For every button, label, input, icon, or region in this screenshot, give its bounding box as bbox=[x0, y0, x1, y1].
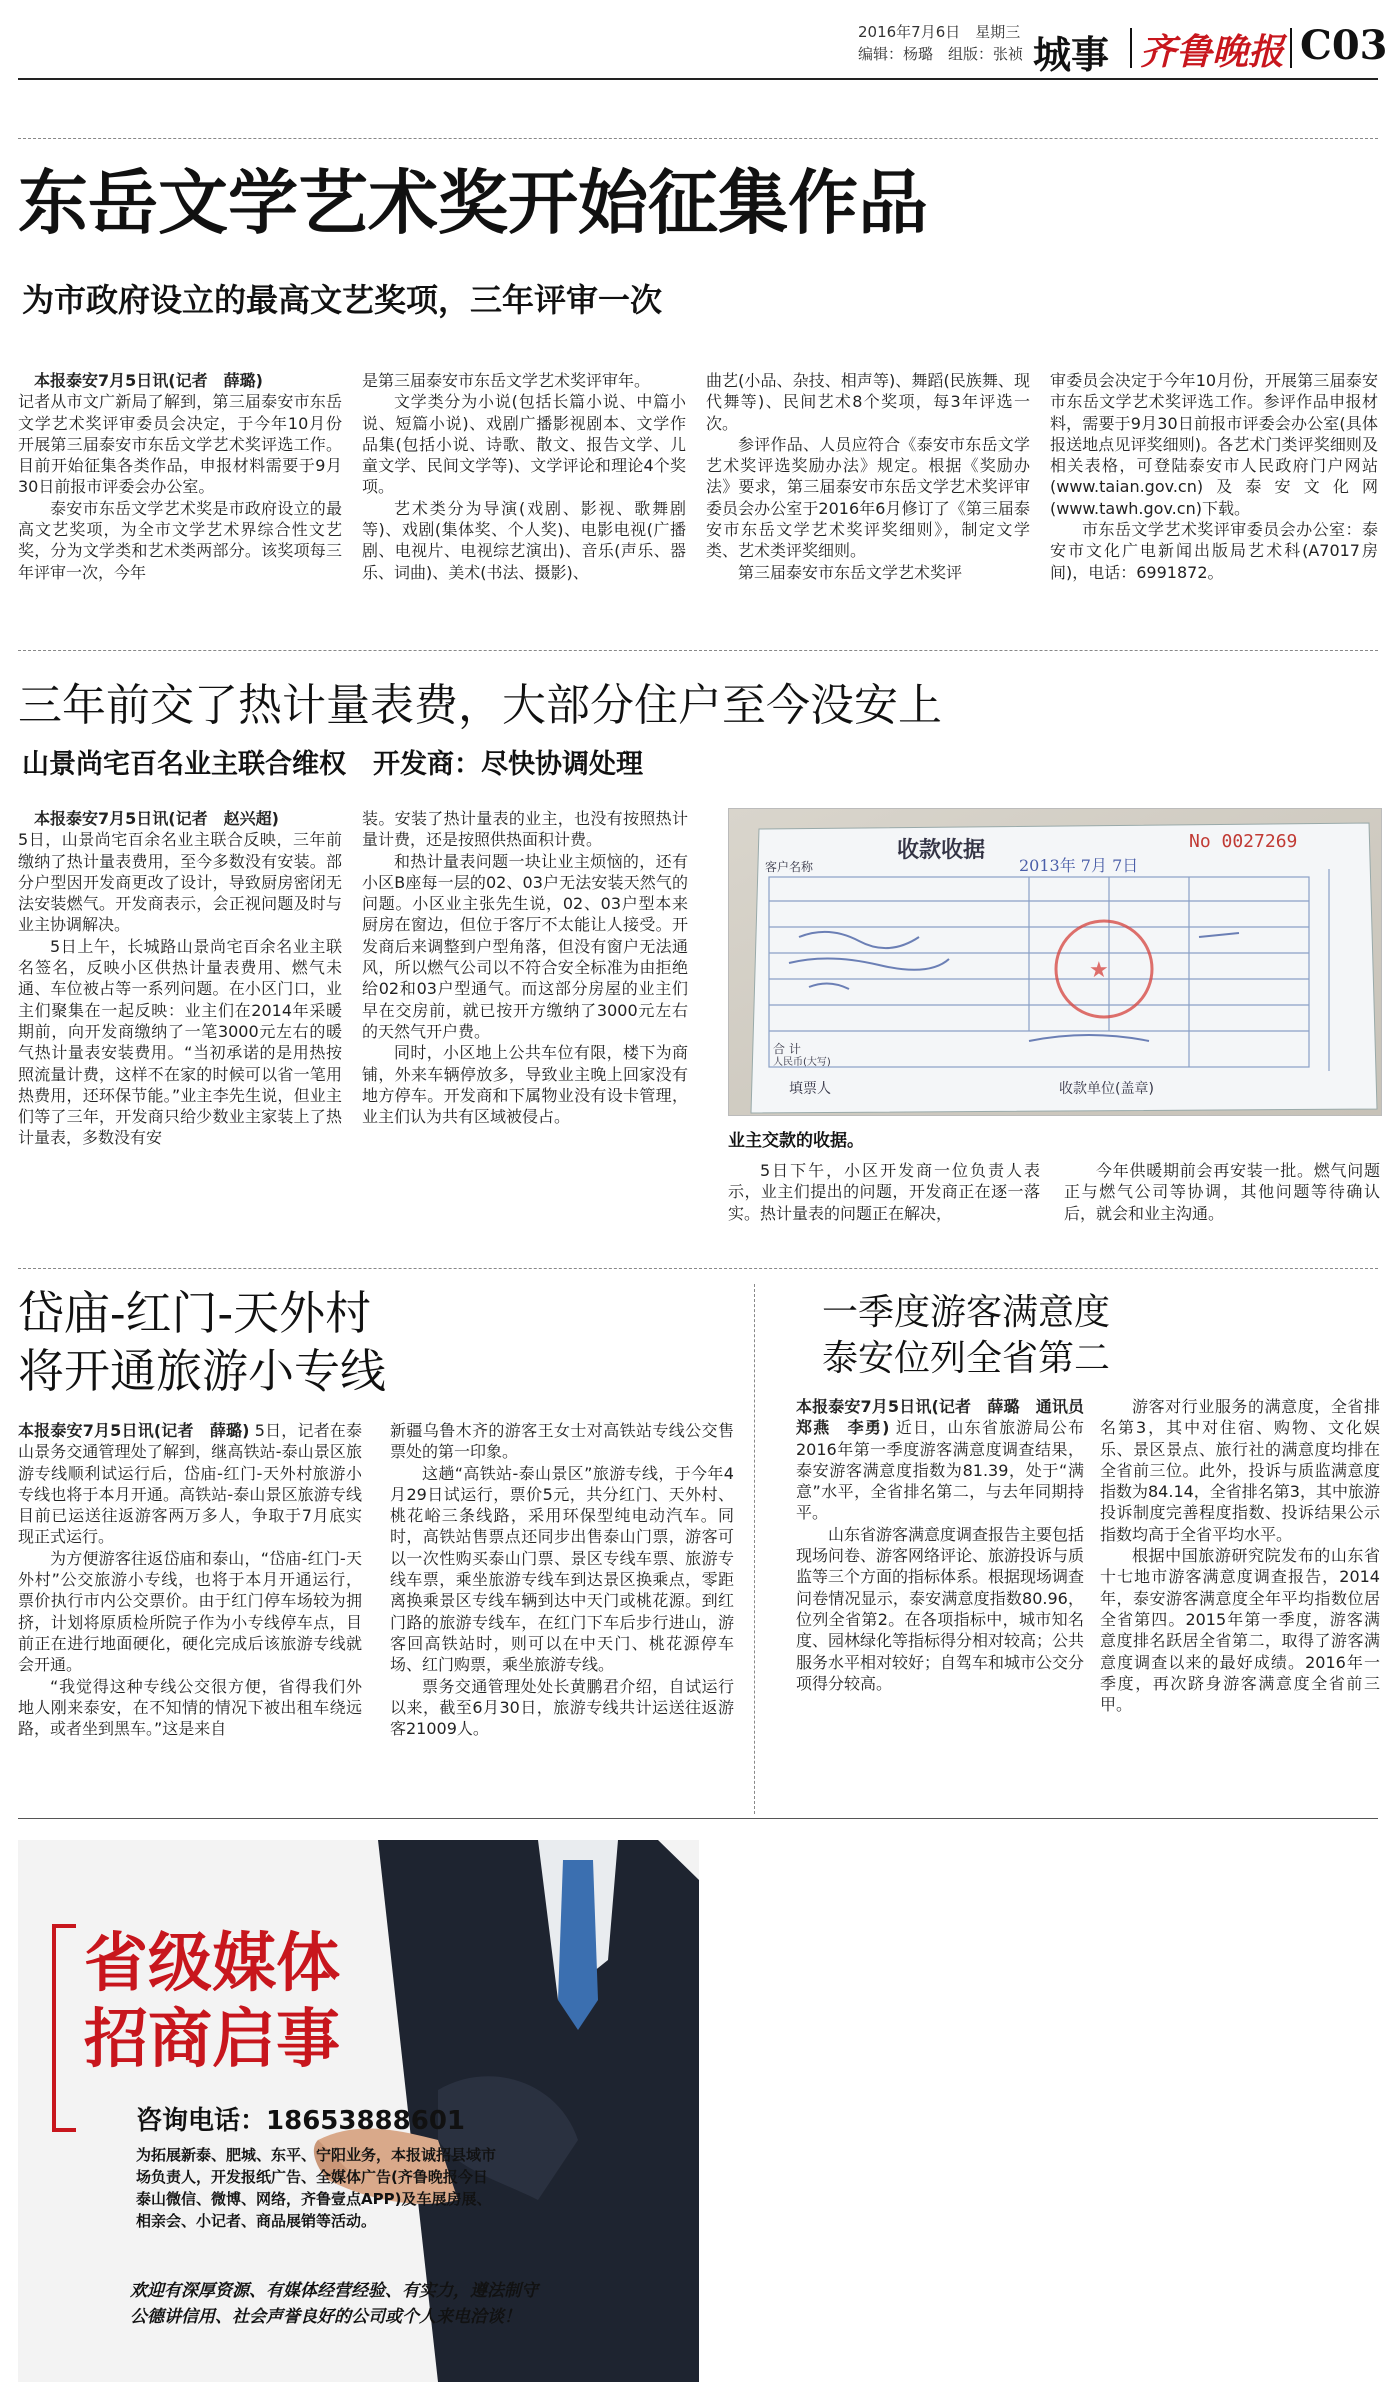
receipt-customer-label: 客户名称 bbox=[765, 860, 814, 874]
ad-phone-row bbox=[136, 2100, 465, 2137]
paragraph: 记者从市文广新局了解到，第三届泰安市东岳文学艺术奖评审委员会决定，于今年10月份开展第三届泰安市东岳文学艺术奖评选工作。目前开始征集各类作品，申报材料需要于9月30日前报市评委会办公室。 bbox=[18, 392, 342, 497]
svg-text:★: ★ bbox=[1089, 958, 1109, 983]
ad-description: 为拓展新泰、肥城、东平、宁阳业务，本报诚招县域市场负责人，开发报纸广告、全媒体广告(齐鲁晚报今日泰山微信、微博、网络，齐鲁壹点APP)及车展房展、相亲会、小记者、商品展销等活动。 bbox=[136, 2146, 497, 2230]
recruitment-ad bbox=[18, 1840, 699, 2382]
top-dashed-rule bbox=[18, 138, 1378, 140]
paragraph: 审委员会决定于今年10月份，开展第三届泰安市东岳文学艺术奖评选工作。参评作品申报材料，需要于9月30日前报市评委会办公室(具体报送地点见评奖细则)。各艺术门类评奖细则及相关表格，可登陆泰安市人民政府门户网站(www.taian.gov.cn)及泰安文化网(www.tawh.gov.cn)下载。 bbox=[1050, 371, 1378, 518]
column-divider bbox=[754, 1284, 756, 1814]
article4-column-2 bbox=[1100, 1396, 1380, 1812]
section-divider bbox=[18, 1268, 1378, 1270]
ad-phone-label: 咨询电话： bbox=[136, 2106, 267, 2136]
ad-slogan: 欢迎有深厚资源、有媒体经营经验、有实力，遵法制守公德讲信用、社会声誉良好的公司或个人来电洽谈！ bbox=[130, 2281, 538, 2327]
article1-headline: 东岳文学艺术奖开始征集作品 bbox=[18, 161, 928, 244]
section-divider bbox=[18, 650, 1378, 652]
article3-column-2 bbox=[390, 1420, 734, 1812]
headline-line-1: 岱庙-红门-天外村 bbox=[18, 1286, 372, 1340]
receipt-handler-label: 收款单位(盖章) bbox=[1059, 1081, 1154, 1097]
section-name: 城事 bbox=[1033, 32, 1110, 77]
paragraph: 文学类分为小说(包括长篇小说、中篇小说、短篇小说)、戏剧广播影视剧本、文学作品集(包括小说、诗歌、散文、报告文学、儿童文学、民间文学等)、文学评论和理论4个奖项。 bbox=[362, 392, 686, 497]
receipt-title: 收款收据 bbox=[897, 837, 986, 863]
ad-phone-number[interactable]: 18653888601 bbox=[266, 2106, 466, 2136]
paragraph: 游客对行业服务的满意度，全省排名第3，其中对住宿、购物、文化娱乐、景区景点、旅行社的满意度均排在全省前三位。此外，投诉与质监满意度指数为84.14，全省排名第3，其中旅游投诉制度完善程度指数、投诉结果公示指数均高于全省平均水平。 bbox=[1100, 1397, 1380, 1544]
article2-headline: 三年前交了热计量表费，大部分住户至今没安上 bbox=[18, 680, 942, 731]
paragraph: 泰安市东岳文学艺术奖是市政府设立的最高文艺奖项，为全市文学艺术界综合性文艺奖，分为文学类和艺术类两部分。该奖项每三年评审一次，今年 bbox=[18, 498, 342, 582]
article1-column-2 bbox=[362, 370, 686, 632]
headline-line-1: 一季度游客满意度 bbox=[822, 1292, 1111, 1333]
paragraph: 5日，记者在泰山景务交通管理处了解到，继高铁站-泰山景区旅游专线顺利试运行后，岱庙-红门-天外村旅游小专线也将于本月开通。高铁站-泰山景区旅游专线目前已运送往返游客两万多人，争取于7月底实现正式运行。 bbox=[18, 1421, 362, 1547]
article2-column-4 bbox=[1064, 1160, 1380, 1290]
ad-title bbox=[84, 1926, 340, 2078]
receipt-illustration bbox=[729, 809, 1381, 1115]
receipt-total-words-label: 人民币(大写) bbox=[773, 1057, 831, 1068]
paragraph: 第三届泰安市东岳文学艺术奖评 bbox=[738, 562, 963, 582]
receipt-payee-label: 填票人 bbox=[789, 1081, 831, 1097]
article1-column-1 bbox=[18, 370, 342, 632]
receipt-photo bbox=[728, 808, 1382, 1116]
header-divider bbox=[1290, 28, 1292, 68]
byline: 本报泰安7月5日讯(记者 赵兴超) bbox=[34, 809, 279, 828]
paragraph: “我觉得这种专线公交很方便，省得我们外地人刚来泰安，在不知情的情况下被出租车绕远路，或者坐到黑车。”这是来自 bbox=[18, 1676, 362, 1739]
headline-line-2: 将开通旅游小专线 bbox=[18, 1344, 386, 1398]
paragraph: 艺术类分为导演(戏剧、影视、歌舞剧等)、戏剧(集体奖、个人奖)、电影电视(广播剧、电视片、电视综艺演出)、音乐(声乐、器乐、词曲)、美术(书法、摄影)、 bbox=[362, 498, 686, 582]
byline: 本报泰安7月5日讯(记者 薛璐) bbox=[18, 1421, 250, 1440]
article1-column-3 bbox=[706, 370, 1030, 632]
paragraph: 票务交通管理处处长黄鹏君介绍，自试运行以来，截至6月30日，旅游专线共计运送往返游客21009人。 bbox=[390, 1676, 734, 1739]
article2-column-1 bbox=[18, 808, 342, 1293]
byline: 本报泰安7月5日讯(记者 薛璐) bbox=[34, 371, 263, 390]
paragraph: 是第三届泰安市东岳文学艺术奖评审年。 bbox=[362, 371, 651, 390]
receipt-date: 2013年 7月 7日 bbox=[1019, 856, 1139, 875]
issue-date: 2016年7月6日 星期三 bbox=[858, 23, 1021, 41]
article4-headline bbox=[822, 1290, 1110, 1382]
editor-credits: 编辑：杨璐 组版：张祯 bbox=[858, 45, 1024, 63]
ad-title-line-2: 招商启事 bbox=[84, 2003, 340, 2077]
article2-column-2 bbox=[362, 808, 688, 1293]
article1-column-4 bbox=[1050, 370, 1378, 632]
paragraph: 5日，山景尚宅百余名业主联合反映，三年前缴纳了热计量表费用，至今多数没有安装。部分户型因开发商更改了设计，导致厨房密闭无法安装燃气。开发商表示，会正视问题及时与业主协调解决。 bbox=[18, 830, 342, 935]
paragraph: 今年供暖期前会再安装一批。燃气问题正与燃气公司等协调，其他问题等待确认后，就会和业主沟通。 bbox=[1064, 1161, 1380, 1223]
ad-title-line-1: 省级媒体 bbox=[84, 1927, 340, 2001]
paragraph: 这趟“高铁站-泰山景区”旅游专线，于今年4月29日试运行，票价5元，共分红门、天外村、桃花峪三条线路，采用环保型纯电动汽车。同时，高铁站售票点还同步出售泰山门票，游客可以一次性购买泰山门票、景区专线车票、旅游专线车票，乘坐旅游专线车到达景区换乘点，零距离换乘景区专线车辆到达中天门或桃花源。到红门路的旅游专线车，在红门下车后步行进山，游客回高铁站时，则可以在中天门、桃花源停车场、红门购票，乘坐旅游专线。 bbox=[390, 1463, 734, 1675]
article1-subheadline: 为市政府设立的最高文艺奖项，三年评审一次 bbox=[22, 281, 663, 319]
paragraph: 根据中国旅游研究院发布的山东省十七地市游客满意度调查报告，2014年，泰安游客满意度全年平均指数位居全省第四。2015年第一季度，游客满意度排名跃居全省第二，取得了游客满意度调查以来的最好成绩。2016年一季度，再次跻身游客满意度全省前三甲。 bbox=[1100, 1546, 1380, 1715]
paragraph: 曲艺(小品、杂技、相声等)、舞蹈(民族舞、现代舞等)、民间艺术8个奖项，每3年评选一次。 bbox=[706, 371, 1030, 433]
paragraph: 和热计量表问题一块让业主烦恼的，还有小区B座每一层的02、03户无法安装天然气的问题。小区业主张先生说，02、03户型本来厨房在窗边，但位于客厅不太能让人接受。开发商后来调整到户型角落，但没有窗户无法通风，所以燃气公司以不符合安全标准为由拒绝给02和03户型通气。而这部分房屋的业主们早在交房前，就已按开方缴纳了3000元左右的天然气开户费。 bbox=[362, 851, 688, 1041]
paragraph: 新疆乌鲁木齐的游客王女士对高铁站专线公交售票处的第一印象。 bbox=[390, 1421, 734, 1462]
headline-line-2: 泰安位列全省第二 bbox=[822, 1338, 1111, 1379]
header-rule bbox=[18, 78, 1378, 80]
paragraph: 参评作品、人员应符合《泰安市东岳文学艺术奖评选奖励办法》规定。根据《奖励办法》要求，第三届泰安市东岳文学艺术奖评审委员会办公室于2016年6月修订了《第三届泰安市东岳文学艺术奖评奖细则》，制定文学类、艺术类评奖细则。 bbox=[706, 434, 1030, 561]
paragraph: 装。安装了热计量表的业主，也没有按照热计量计费，还是按照供热面积计费。 bbox=[362, 809, 688, 850]
article2-column-3 bbox=[728, 1160, 1040, 1290]
paragraph: 近日，山东省旅游局公布2016年第一季度游客满意度调查结果，泰安游客满意度指数为81.39，处于“满意”水平，全省排名第二，与去年同期持平。 bbox=[796, 1418, 1084, 1523]
article3-column-1 bbox=[18, 1420, 362, 1812]
receipt-number: No 0027269 bbox=[1189, 831, 1298, 852]
paragraph: 山东省游客满意度调查报告主要包括现场问卷、游客网络评论、旅游投诉与质监等三个方面的指标体系。根据现场调查问卷情况显示，泰安满意度指数80.96，位列全省第2。在各项指标中，城市知名度、园林绿化等指标得分相对较高；公共服务水平相对较好；自驾车和城市公交分项得分较高。 bbox=[796, 1524, 1085, 1693]
photo-caption: 业主交款的收据。 bbox=[728, 1131, 864, 1151]
paragraph: 为方便游客往返岱庙和泰山，“岱庙-红门-天外村”公交旅游小专线，也将于本月开通运行，票价执行市内公交票价。由于红门停车场较为拥挤，计划将原质检所院子作为小专线停车点，目前正在进行地面硬化，硬化完成后该旅游专线就会开通。 bbox=[18, 1548, 362, 1675]
paragraph: 5日上午，长城路山景尚宅百余名业主联名签名，反映小区供热计量表费用、燃气未通、车位被占等一系列问题。在小区门口，业主们聚集在一起反映：业主们在2014年采暖期前，向开发商缴纳了一笔3000元左右的暖气热计量表安装费用。“当初承诺的是用热按照流量计费，这样不在家的时候可以省一笔用热费用，还环保节能。”业主李先生说，但业主们等了三年，开发商只给少数业主家装上了热计量表，多数没有安 bbox=[18, 936, 342, 1148]
article3-headline bbox=[18, 1284, 386, 1400]
paragraph: 5日下午，小区开发商一位负责人表示，业主们提出的问题，开发商正在逐一落实。热计量表的问题正在解决， bbox=[728, 1161, 1040, 1223]
receipt-total-label: 合 计 bbox=[773, 1042, 801, 1056]
ad-top-rule bbox=[18, 1818, 1378, 1819]
header-divider bbox=[1130, 28, 1132, 68]
article4-column-1 bbox=[796, 1396, 1101, 1812]
ad-bracket bbox=[52, 1924, 76, 2132]
newspaper-logo: 齐鲁晚报 bbox=[1140, 31, 1285, 73]
byline: 本报泰安7月5日讯(记者 薛璐 通讯员 郑燕 李勇) bbox=[796, 1397, 1101, 1438]
page-number: C03 bbox=[1300, 22, 1388, 69]
paragraph: 市东岳文学艺术奖评审委员会办公室：泰安市文化广电新闻出版局艺术科(A7017房间)，电话：6991872。 bbox=[1050, 520, 1378, 582]
article2-subheadline: 山景尚宅百名业主联合维权 开发商：尽快协调处理 bbox=[22, 749, 643, 780]
paragraph: 同时，小区地上公共车位有限，楼下为商铺，外来车辆停放多，导致业主晚上回家没有地方停车。开发商和下属物业没有设卡管理，业主们认为共有区域被侵占。 bbox=[362, 1043, 688, 1127]
